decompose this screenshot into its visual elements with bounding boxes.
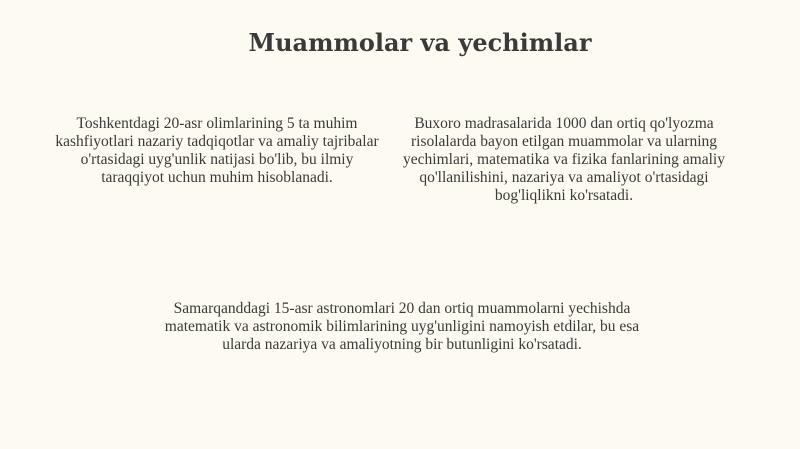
paragraph-samarkand: Samarqanddagi 15-asr astronomlari 20 dan ortiq muammolarni yechishda matematik va astronomik bilimlarining uyg'unligini namoyish etdilar, bu esa ularda nazariya va amaliyotning bir butunligini ko'rsatadi. <box>164 300 640 353</box>
paragraph-bukhara: Buxoro madrasalarida 1000 dan ortiq qo'lyozma risolalarda bayon etilgan muammolar va ularning yechimlari, matematika va fizika fanlarining amaliy qo'llanilishini, nazariya va amaliyot o'rtasidagi bog'liqlikni ko'rsatadi. <box>403 115 725 204</box>
paragraph-tashkent: Toshkentdagi 20-asr olimlarining 5 ta muhim kashfiyotlari nazariy tadqiqotlar va amaliy tajribalar o'rtasidagi uyg'unlik natijasi bo'lib, bu ilmiy taraqqiyot uchun muhim hisoblanadi. <box>55 115 379 186</box>
slide-title: Muammolar va yechimlar <box>248 28 592 57</box>
